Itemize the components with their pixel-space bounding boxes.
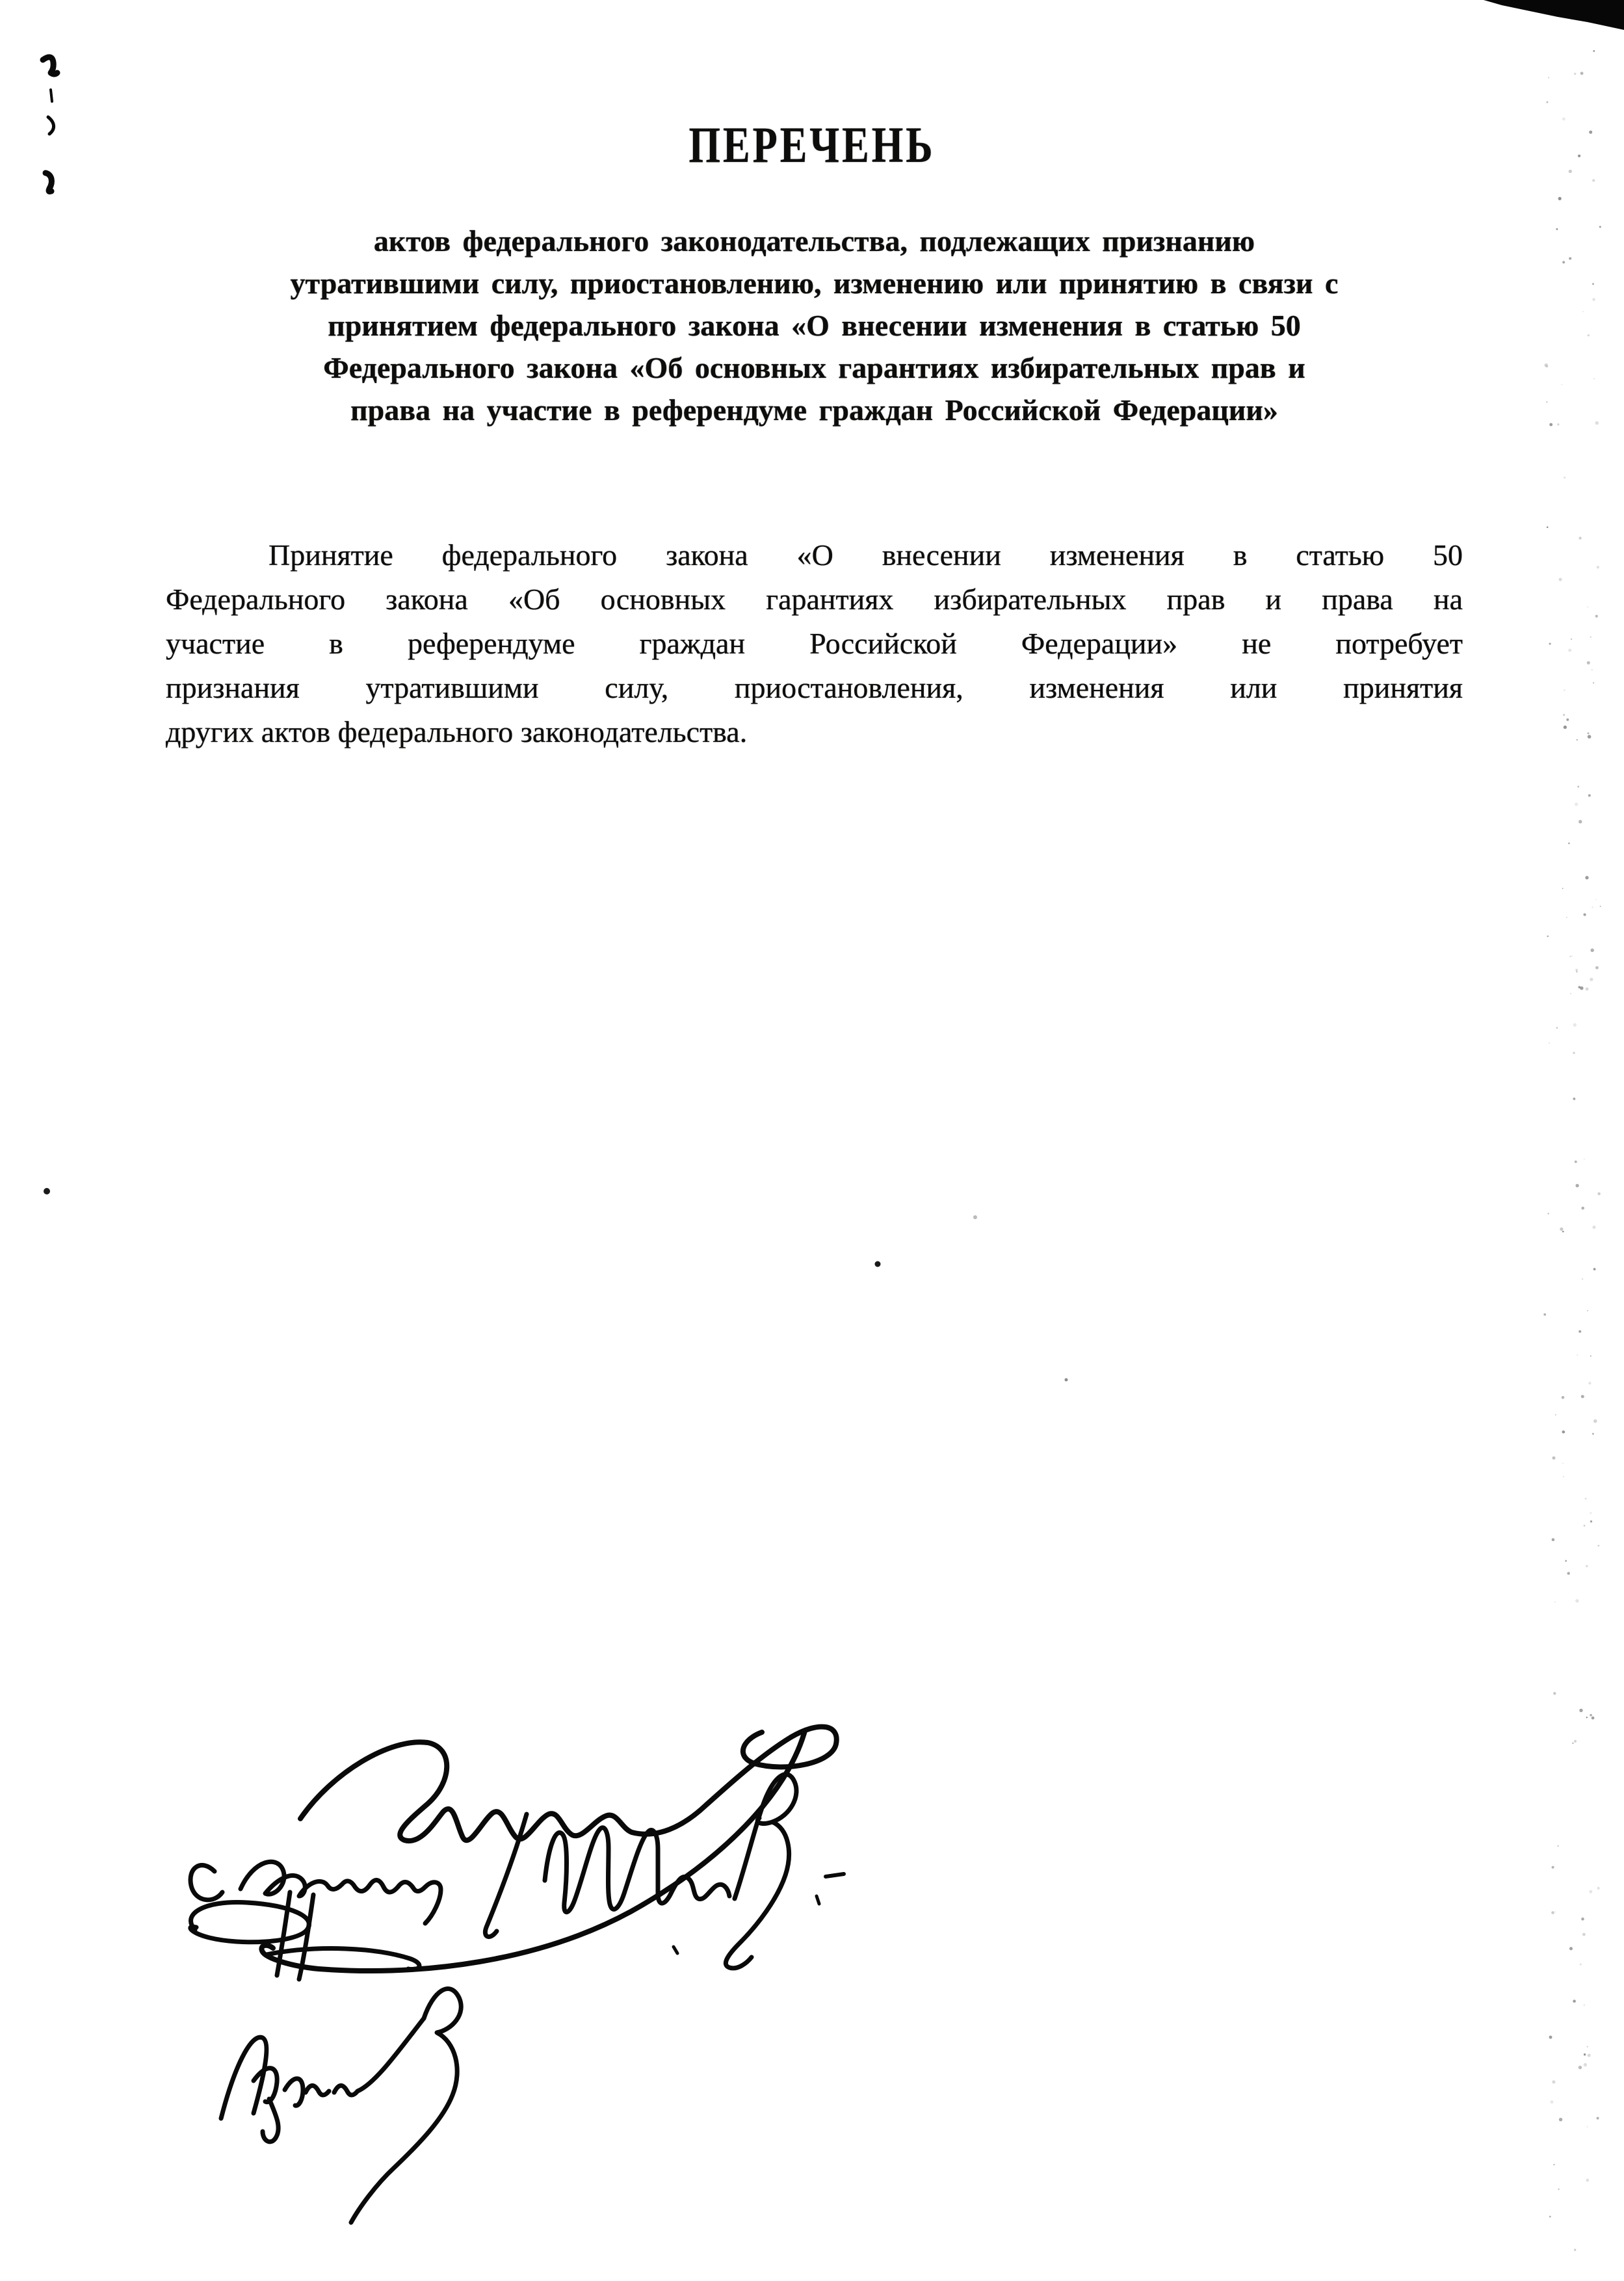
subtitle-line: актов федерального законодательства, подлежащих признанию (373, 224, 1255, 257)
subtitle-line: принятием федерального закона «О внесении изменения в статью 50 (328, 309, 1301, 342)
body-line: других актов федерального законодательства. (166, 715, 748, 748)
handwritten-signature-2 (190, 1862, 441, 1979)
handwritten-signature-1 (261, 1727, 836, 1971)
body-line: Принятие федерального закона «О внесении изменения в статью 50 (268, 538, 1463, 572)
document-subtitle (166, 220, 1463, 431)
page-title: ПЕРЕЧЕНЬ (688, 116, 936, 173)
margin-ink-marks (43, 57, 57, 192)
body-line: Федерального закона «Об основных гарантиях избирательных прав и права на (166, 583, 1463, 616)
handwritten-signature-3 (545, 1774, 844, 1968)
scanner-wedge-artifact (1484, 0, 1624, 30)
scan-speckle-noise (1543, 50, 1601, 2251)
subtitle-line: утратившими силу, приостановлению, изменению или принятию в связи с (290, 267, 1339, 300)
handwritten-signature-4 (221, 1989, 461, 2222)
subtitle-line: права на участие в референдуме граждан Российской Федерации» (350, 393, 1278, 427)
body-line: участие в референдуме граждан Российской Федерации» не потребует (166, 627, 1463, 660)
body-paragraph (166, 533, 1463, 754)
body-line: признания утратившими силу, приостановления, изменения или принятия (166, 671, 1463, 704)
subtitle-line: Федерального закона «Об основных гарантиях избирательных прав и (323, 351, 1305, 384)
stray-ink-dots (44, 1188, 1068, 1382)
